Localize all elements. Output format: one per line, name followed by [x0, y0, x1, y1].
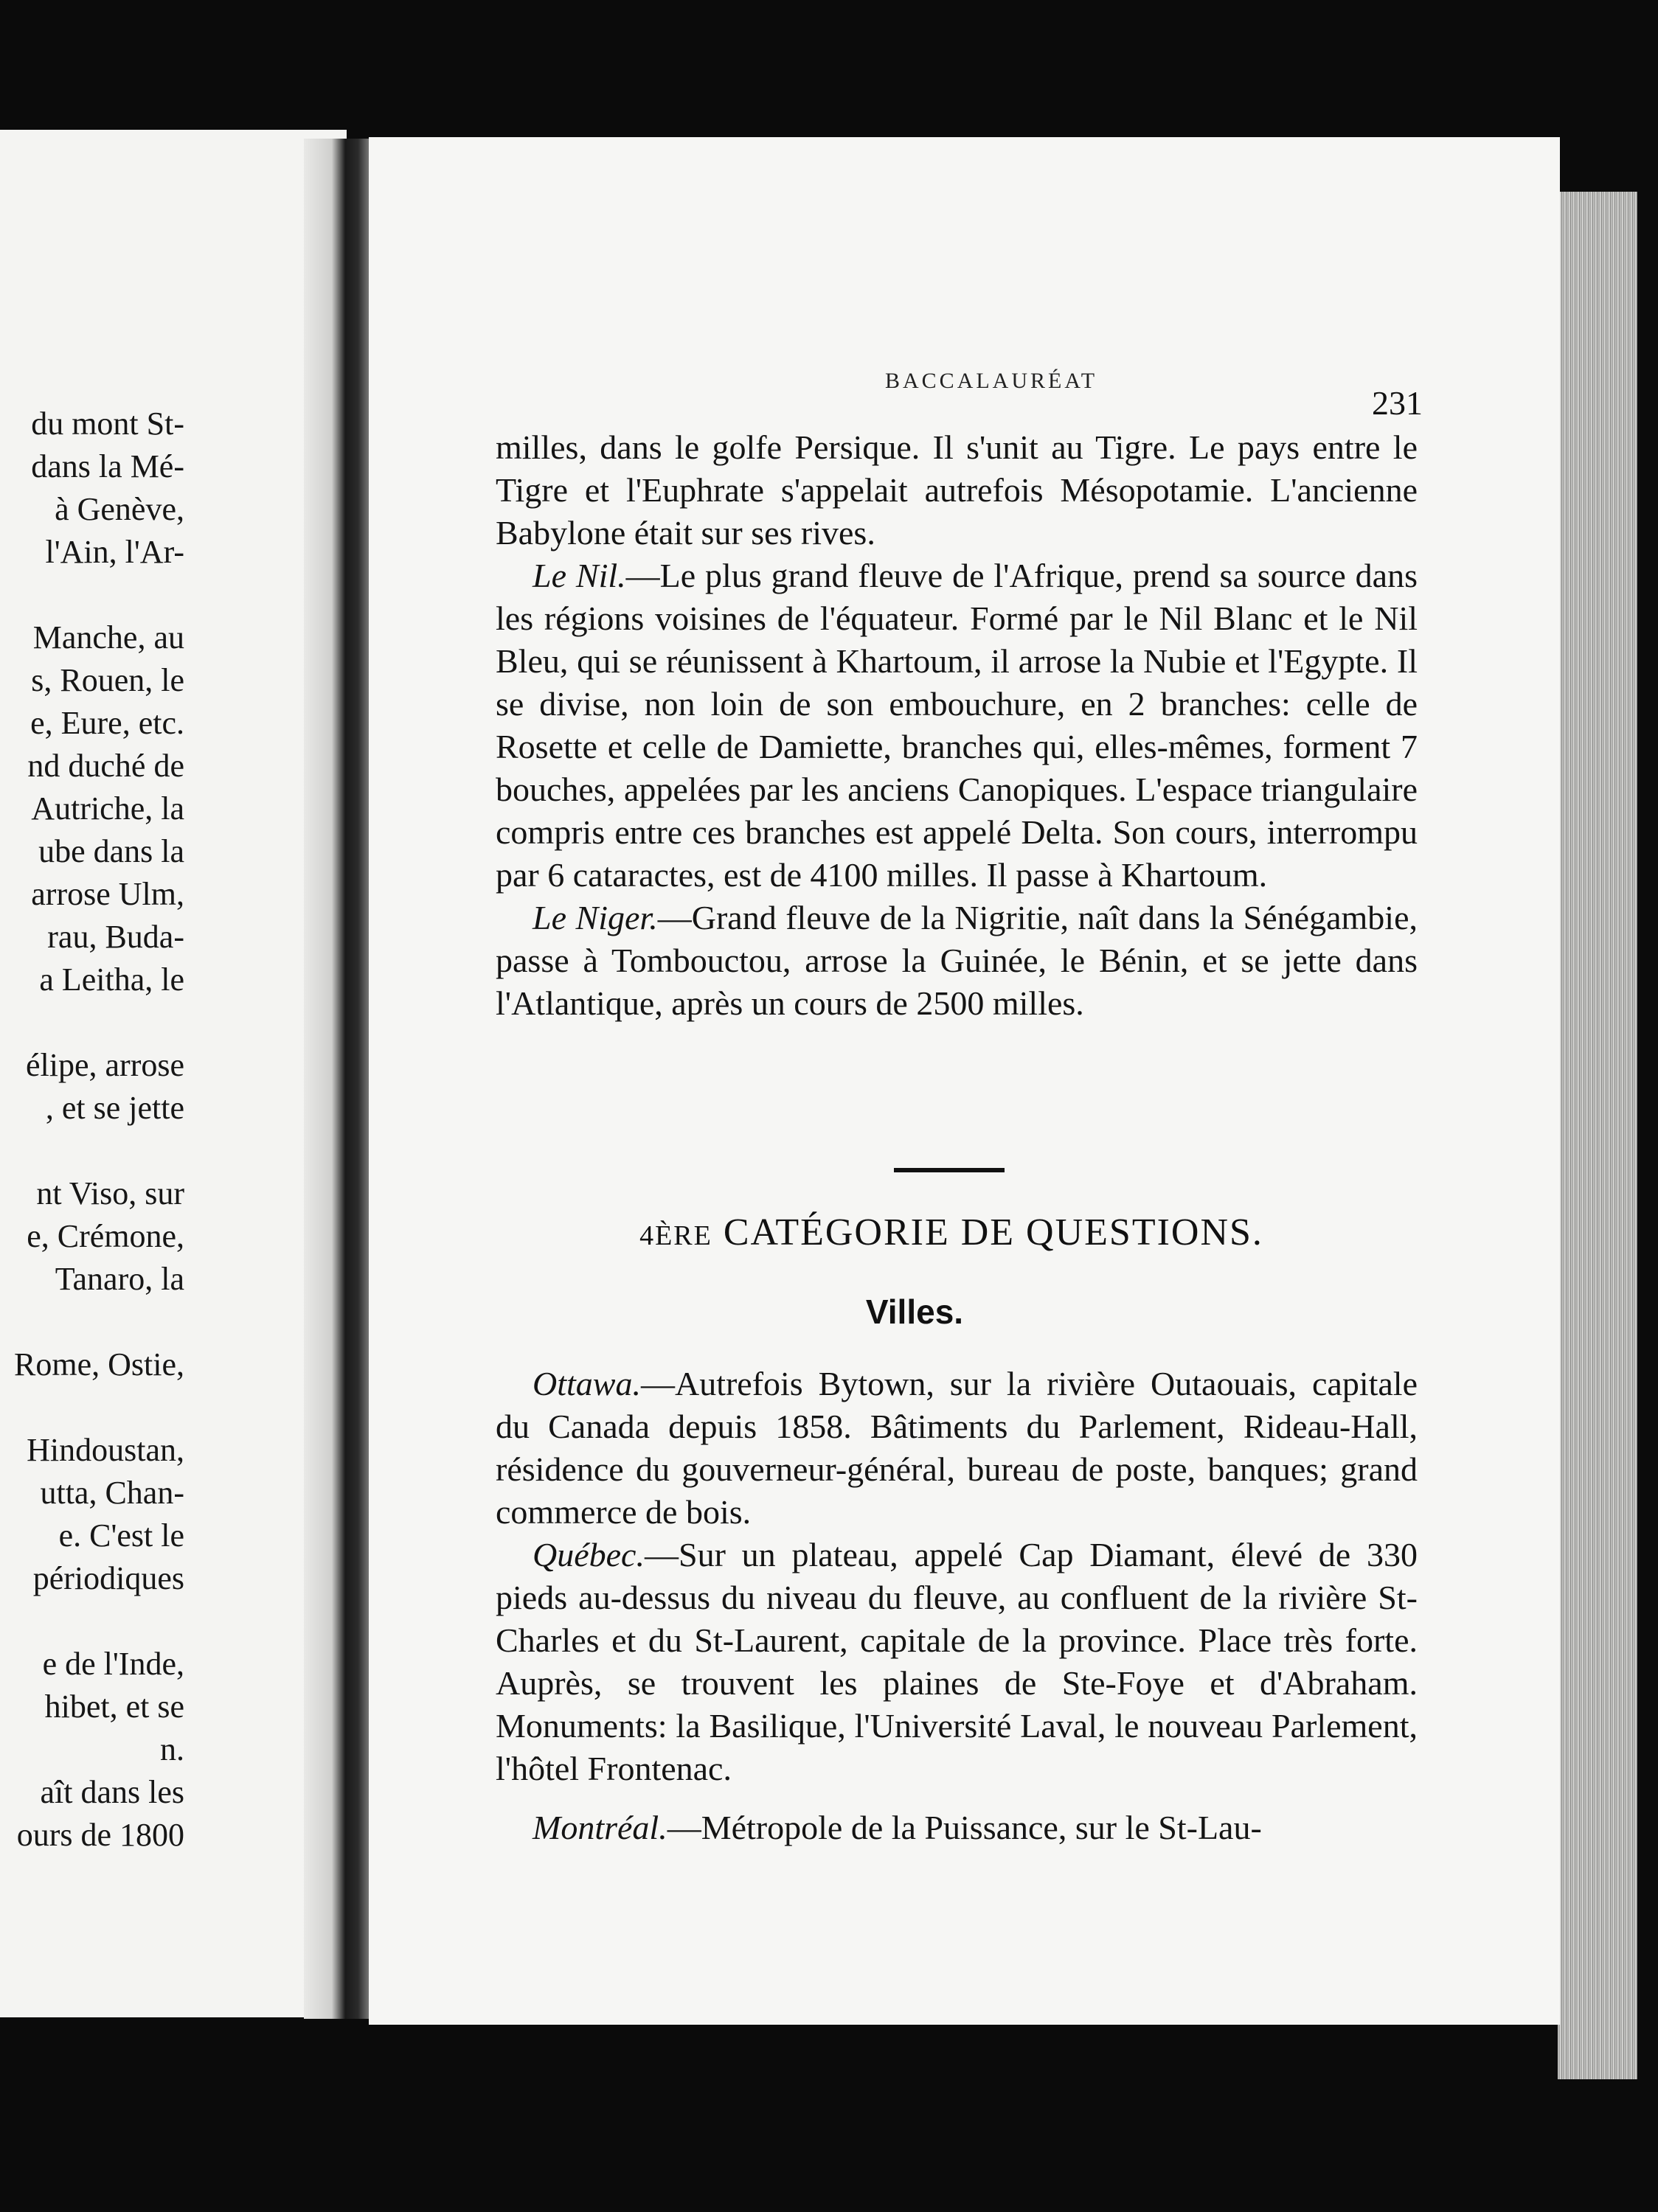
- left-line: Autriche, la: [31, 790, 184, 827]
- section-title-number: 4ÈRE: [639, 1220, 712, 1251]
- section-divider: [894, 1168, 1005, 1172]
- paragraph-montreal: [496, 1806, 1418, 1849]
- paragraph-lead: Le Nil.: [533, 557, 626, 594]
- paragraph-tigre: [496, 426, 1418, 554]
- paragraph-lead: Le Niger.: [533, 899, 658, 936]
- left-line: Manche, au: [32, 619, 184, 655]
- left-line: nd duché de: [27, 748, 184, 784]
- paragraph-niger: [496, 897, 1418, 1025]
- paragraph-text: —Métropole de la Puissance, sur le St-Lau-: [667, 1809, 1262, 1846]
- left-line: e, Crémone,: [27, 1218, 184, 1254]
- running-head: BACCALAURÉAT: [885, 369, 1098, 393]
- paragraph-text: —Autrefois Bytown, sur la rivière Outaouais, capitale du Canada depuis 1858. Bâtiments du Parlement, Rideau-Hall, résidence du gouverneur-général, bureau de poste, banques; grand commerce de bois.: [496, 1365, 1418, 1531]
- left-line: Tanaro, la: [55, 1261, 184, 1297]
- paragraph-nil: [496, 554, 1418, 897]
- page-number: 231: [1372, 384, 1423, 422]
- paragraph-lead: Montréal.: [533, 1809, 667, 1846]
- paragraph-lead: Ottawa.: [533, 1365, 641, 1402]
- subsection-title: Villes.: [865, 1293, 964, 1331]
- left-line: e de l'Inde,: [42, 1646, 184, 1682]
- left-line: a Leitha, le: [39, 961, 184, 998]
- left-line: aît dans les: [40, 1774, 184, 1810]
- paragraph-text: —Le plus grand fleuve de l'Afrique, prend sa source dans les régions voisines de l'équateur. Formé par le Nil Blanc et le Nil Bleu, qui se réunissent à Khartoum, il arrose la Nubie et l'Egypte. Il se divise, non loin de son embouchure, en 2 branches: celle de Rosette et celle de Damiette, branches qui, elles-mêmes, forment 7 bouches, appelées par les anciens Canopiques. L'espace triangulaire compris entre ces branches est appelé Delta. Son cours, interrompu par 6 cataractes, est de 4100 milles. Il passe à Khartoum.: [496, 557, 1418, 894]
- left-line: s, Rouen, le: [31, 662, 184, 698]
- left-line: l'Ain, l'Ar-: [45, 534, 184, 570]
- paragraph-quebec: [496, 1534, 1418, 1790]
- left-line: du mont St-: [31, 406, 184, 442]
- left-line: hibet, et se: [44, 1688, 184, 1725]
- left-line: nt Viso, sur: [36, 1175, 184, 1211]
- paragraph-text: —Grand fleuve de la Nigritie, naît dans la Sénégambie, passe à Tombouctou, arrose la Guinée, le Bénin, et se jette dans l'Atlantique, après un cours de 2500 milles.: [496, 899, 1418, 1022]
- left-line: rau, Buda-: [47, 919, 184, 955]
- left-page-text: [0, 403, 184, 1877]
- text-block-top: [496, 426, 1418, 1025]
- paragraph-text: milles, dans le golfe Persique. Il s'unit au Tigre. Le pays entre le Tigre et l'Euphrate s'appelait autrefois Mésopotamie. L'ancienne Babylone était sur ses rives.: [496, 428, 1418, 552]
- paragraph-ottawa: [496, 1363, 1418, 1534]
- paragraph-lead: Québec.: [533, 1536, 645, 1573]
- text-block-bottom: [496, 1363, 1418, 1849]
- left-line: Rome, Ostie,: [14, 1346, 184, 1382]
- left-line: périodiques: [32, 1560, 184, 1596]
- section-title-text: CATÉGORIE DE QUESTIONS.: [723, 1211, 1263, 1253]
- left-line: élipe, arrose: [26, 1047, 184, 1083]
- left-line: utta, Chan-: [40, 1475, 184, 1511]
- left-line: , et se jette: [45, 1090, 184, 1126]
- page-edges: [1558, 192, 1637, 2079]
- left-line: dans la Mé-: [31, 448, 184, 484]
- left-line: ours de 1800: [16, 1817, 184, 1853]
- left-line: n.: [160, 1731, 184, 1767]
- left-line: arrose Ulm,: [31, 876, 184, 912]
- left-line: Hindoustan,: [27, 1432, 184, 1468]
- section-title: [583, 1211, 1320, 1254]
- left-line: e. C'est le: [58, 1517, 184, 1554]
- paragraph-text: —Sur un plateau, appelé Cap Diamant, élevé de 330 pieds au-dessus du niveau du fleuve, au confluent de la rivière St-Charles et du St-Laurent, capitale de la province. Place très forte. Auprès, se trouvent les plaines de Ste-Foye et d'Abraham. Monuments: la Basilique, l'Université Laval, le nouveau Parlement, l'hôtel Frontenac.: [496, 1536, 1418, 1787]
- left-line: e, Eure, etc.: [30, 705, 184, 741]
- left-page: [0, 130, 347, 2017]
- left-line: à Genève,: [55, 491, 184, 527]
- left-line: ube dans la: [38, 833, 184, 869]
